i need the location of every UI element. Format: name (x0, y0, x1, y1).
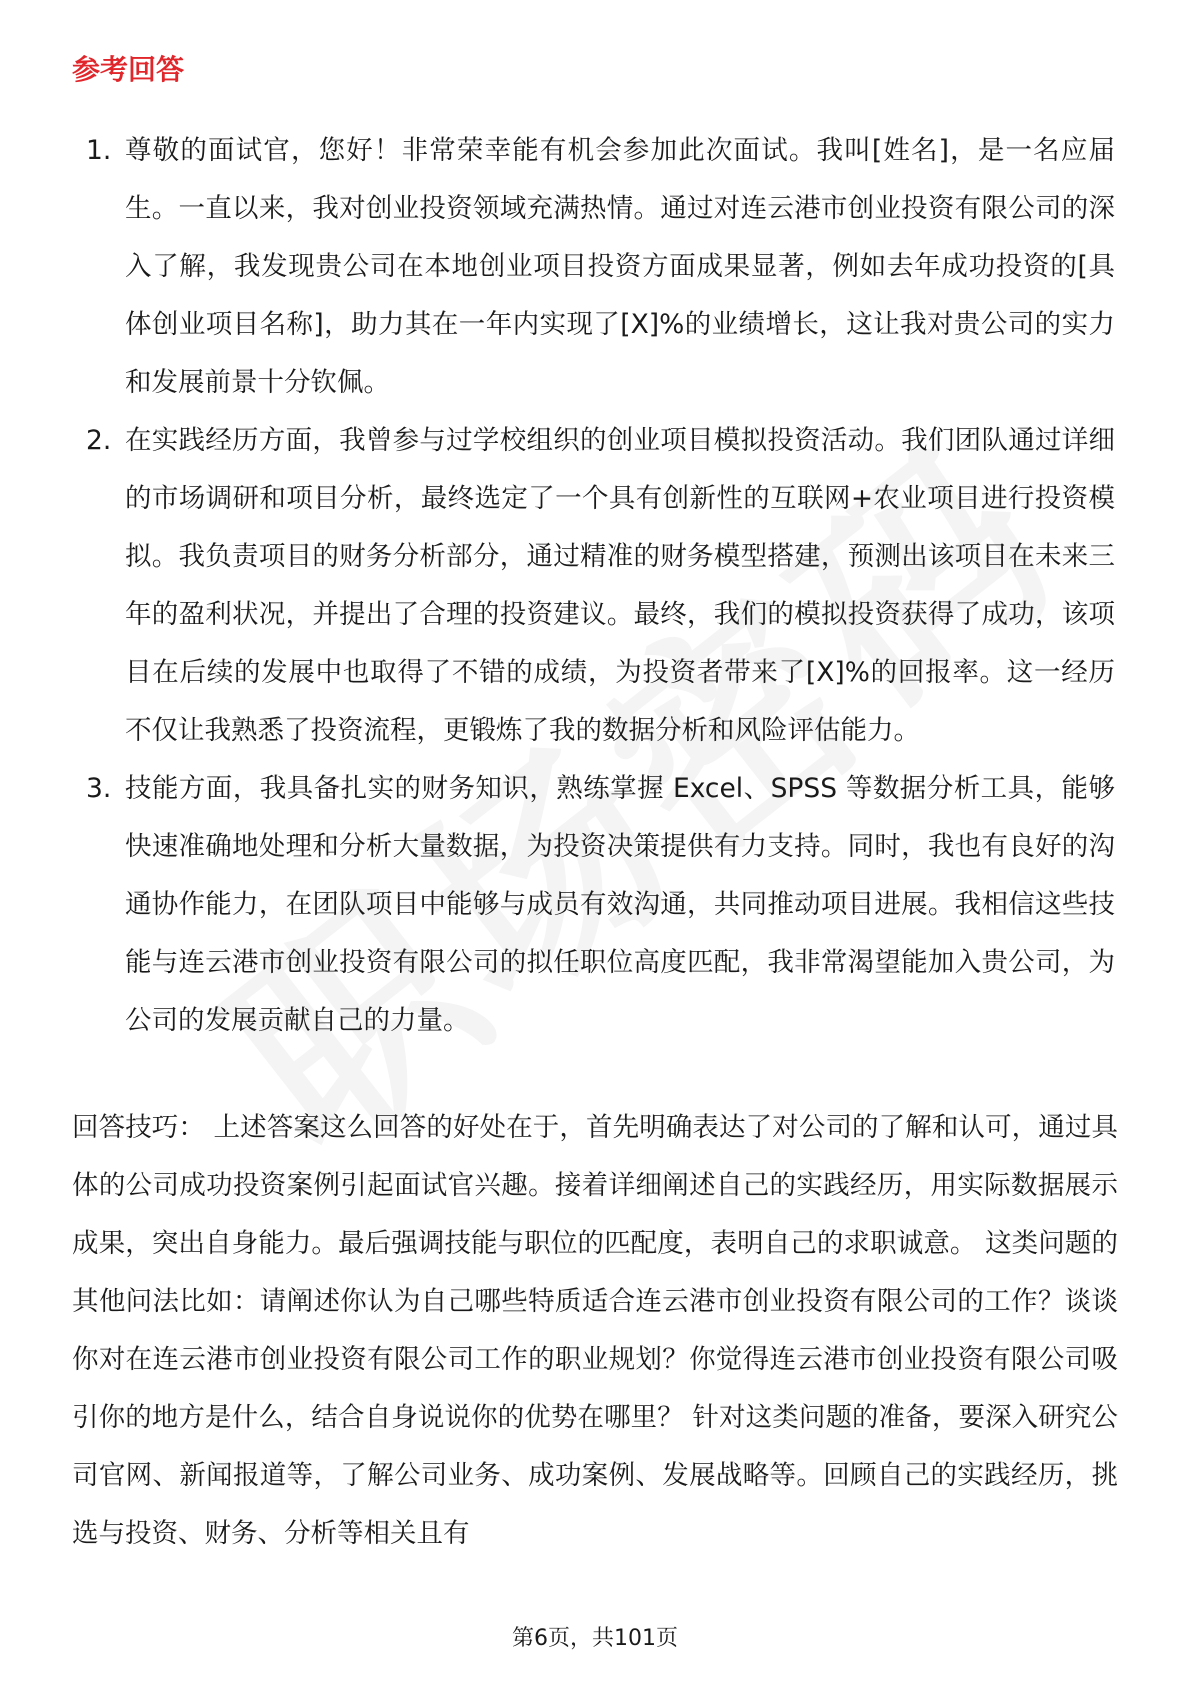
answer-text: 在实践经历方面，我曾参与过学校组织的创业项目模拟投资活动。我们团队通过详细的市场调研和项目分析，最终选定了一个具有创新性的互联网+农业项目进行投资模拟。我负责项目的财务分析部分，通过精准的财务模型搭建，预测出该项目在未来三年的盈利状况，并提出了合理的投资建议。最终，我们的模拟投资获得了成功，该项目在后续的发展中也取得了不错的成绩，为投资者带来了[X]%的回报率。这一经历不仅让我熟悉了投资流程，更锻炼了我的数据分析和风险评估能力。 (125, 425, 1115, 746)
answer-text: 尊敬的面试官，您好！非常荣幸能有机会参加此次面试。我叫[姓名]，是一名应届生。一直以来，我对创业投资领域充满热情。通过对连云港市创业投资有限公司的深入了解，我发现贵公司在本地创业项目投资方面成果显著，例如去年成功投资的[具体创业项目名称]，助力其在一年内实现了[X]%的业绩增长，这让我对贵公司的实力和发展前景十分钦佩。 (125, 135, 1115, 398)
answer-text: 技能方面，我具备扎实的财务知识，熟练掌握 Excel、SPSS 等数据分析工具，能够快速准确地处理和分析大量数据，为投资决策提供有力支持。同时，我也有良好的沟通协作能力，在团队项目中能够与成员有效沟通，共同推动项目进展。我相信这些技能与连云港市创业投资有限公司的拟任职位高度匹配，我非常渴望能加入贵公司，为公司的发展贡献自己的力量。 (125, 773, 1115, 1036)
answer-tips-paragraph: 回答技巧： 上述答案这么回答的好处在于，首先明确表达了对公司的了解和认可，通过具体的公司成功投资案例引起面试官兴趣。接着详细阐述自己的实践经历，用实际数据展示成果，突出自身能力。最后强调技能与职位的匹配度，表明自己的求职诚意。 这类问题的其他问法比如：请阐述你认为自己哪些特质适合连云港市创业投资有限公司的工作？谈谈你对在连云港市创业投资有限公司工作的职业规划？你觉得连云港市创业投资有限公司吸引你的地方是什么，结合自身说说你的优势在哪里？ 针对这类问题的准备，要深入研究公司官网、新闻报道等，了解公司业务、成功案例、发展战略等。回顾自己的实践经历，挑选与投资、财务、分析等相关且有 (72, 1112, 1118, 1549)
item-number: 1. (86, 135, 112, 166)
item-number: 3. (86, 773, 112, 804)
answer-list (0, 122, 1190, 1050)
page-number-footer: 第6页，共101页 (512, 1626, 678, 1651)
answer-item (0, 122, 1115, 412)
answer-item (0, 412, 1115, 760)
answer-item (0, 760, 1115, 1050)
item-number: 2. (86, 425, 112, 456)
section-title: 参考回答 (72, 53, 185, 86)
